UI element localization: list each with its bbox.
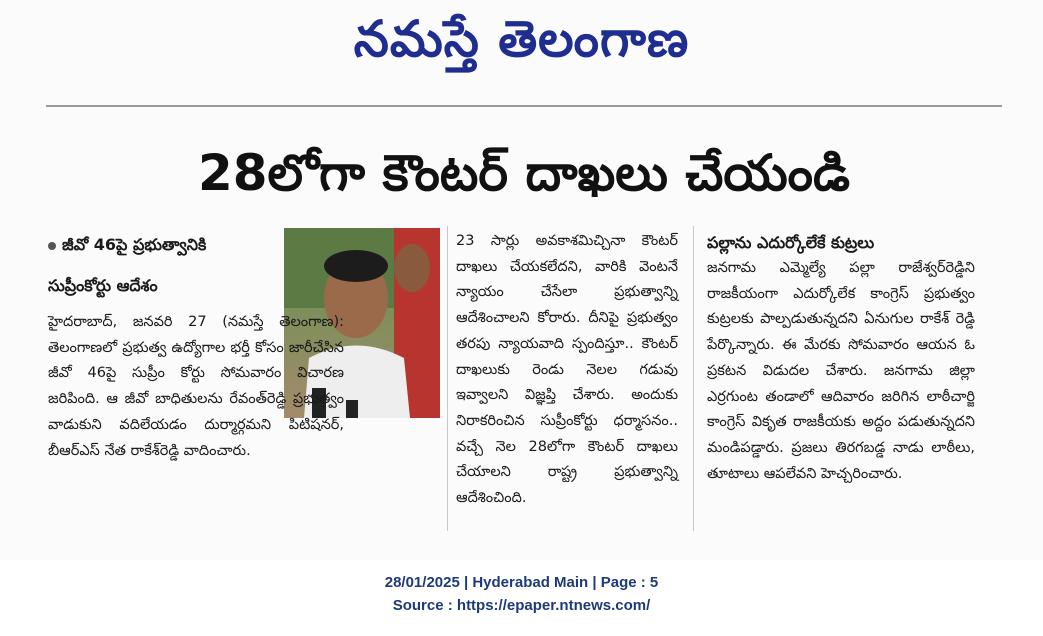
article-column-3: జనగామ ఎమ్మెల్యే పల్లా రాజేశ్వర్‌రెడ్డిని రాజకీయంగా ఎదుర్కోలేక కాంగ్రెస్ ప్రభుత్వం కుట్రలకు పాల్పడుతున్నదని ఏనుగుల రాకేశ్ రెడ్డి పేర్కొన్నారు. ఈ మేరకు సోమవారం ఆయన ఓ ప్రకటన విడుదల చేశారు. జనగామ జిల్లా ఎర్రగుంట తండాలో ఆదివారం జరిగిన లాఠీచార్జి కాంగ్రెస్ వికృత రాజకీయకు అద్దం పడుతున్నదని మండిపడ్డారు. ప్రజలు తిరగబడ్డ నాడు లాఠీలు, తూటాలు ఆపలేవని హెచ్చరించారు. [707,260,975,482]
subheading-left-line1: జీవో 46పై ప్రభుత్వానికి [48,224,280,265]
footer-edition-info: 28/01/2025 | Hyderabad Main | Page : 5 [384,574,659,591]
article-column-1: హైదరాబాద్, జనవరి 27 (నమస్తే తెలంగాణ): తెలంగాణలో ప్రభుత్వ ఉద్యోగాల భర్తీ కోసం జారీచేసిన జీవో 46పై సుప్రీం కోర్టు సోమవారం విచారణ జరిపింది. ఆ జీవో బాధితులను రేవంత్‌రెడ్డి ప్రభుత్వం వాడుకుని వదిలేయడం దుర్మార్గమని పిటిషనర్, బీఆర్‌ఎస్ నేత రాకేశ్‌రెడ్డి వాదించారు. [48,314,344,459]
headline: 28లోగా కౌంటర్ దాఖలు చేయండి [197,144,851,202]
masthead-logo: నమస్తే తెలంగాణ [353,10,690,68]
subheading-left-line2: సుప్రీంకోర్టు ఆదేశం [48,276,158,295]
column-divider [447,226,448,531]
footer-source: Source : https://epaper.ntnews.com/ [392,597,651,614]
article-column-2: 23 సార్లు అవకాశమిచ్చినా కౌంటర్ దాఖలు చేయకలేదని, వారికి వెంటనే న్యాయం చేసేలా ప్రభుత్వాన్ని ఆదేశించాలని కోరారు. దీనిపై ప్రభుత్వం తరపు న్యాయవాది స్పందిస్తూ.. కౌంటర్ దాఖలుకు రెండు నెలల గడువు ఇవ్వాలని విజ్ఞప్తి చేశారు. అందుకు నిరాకరించిన సుప్రీంకోర్టు ధర్మాసనం.. వచ్చే నెల 28లోగా కౌంటర్ దాఖలు చేయాలని రాష్ట్ర ప్రభుత్వాన్ని ఆదేశించింది. [456,233,678,507]
divider [46,105,1002,107]
column-divider [693,226,694,531]
bullet-icon [48,242,56,250]
subheading-left [48,224,280,306]
subheading-right: పల్లాను ఎదుర్కోలేకే కుట్రలు [707,233,875,252]
